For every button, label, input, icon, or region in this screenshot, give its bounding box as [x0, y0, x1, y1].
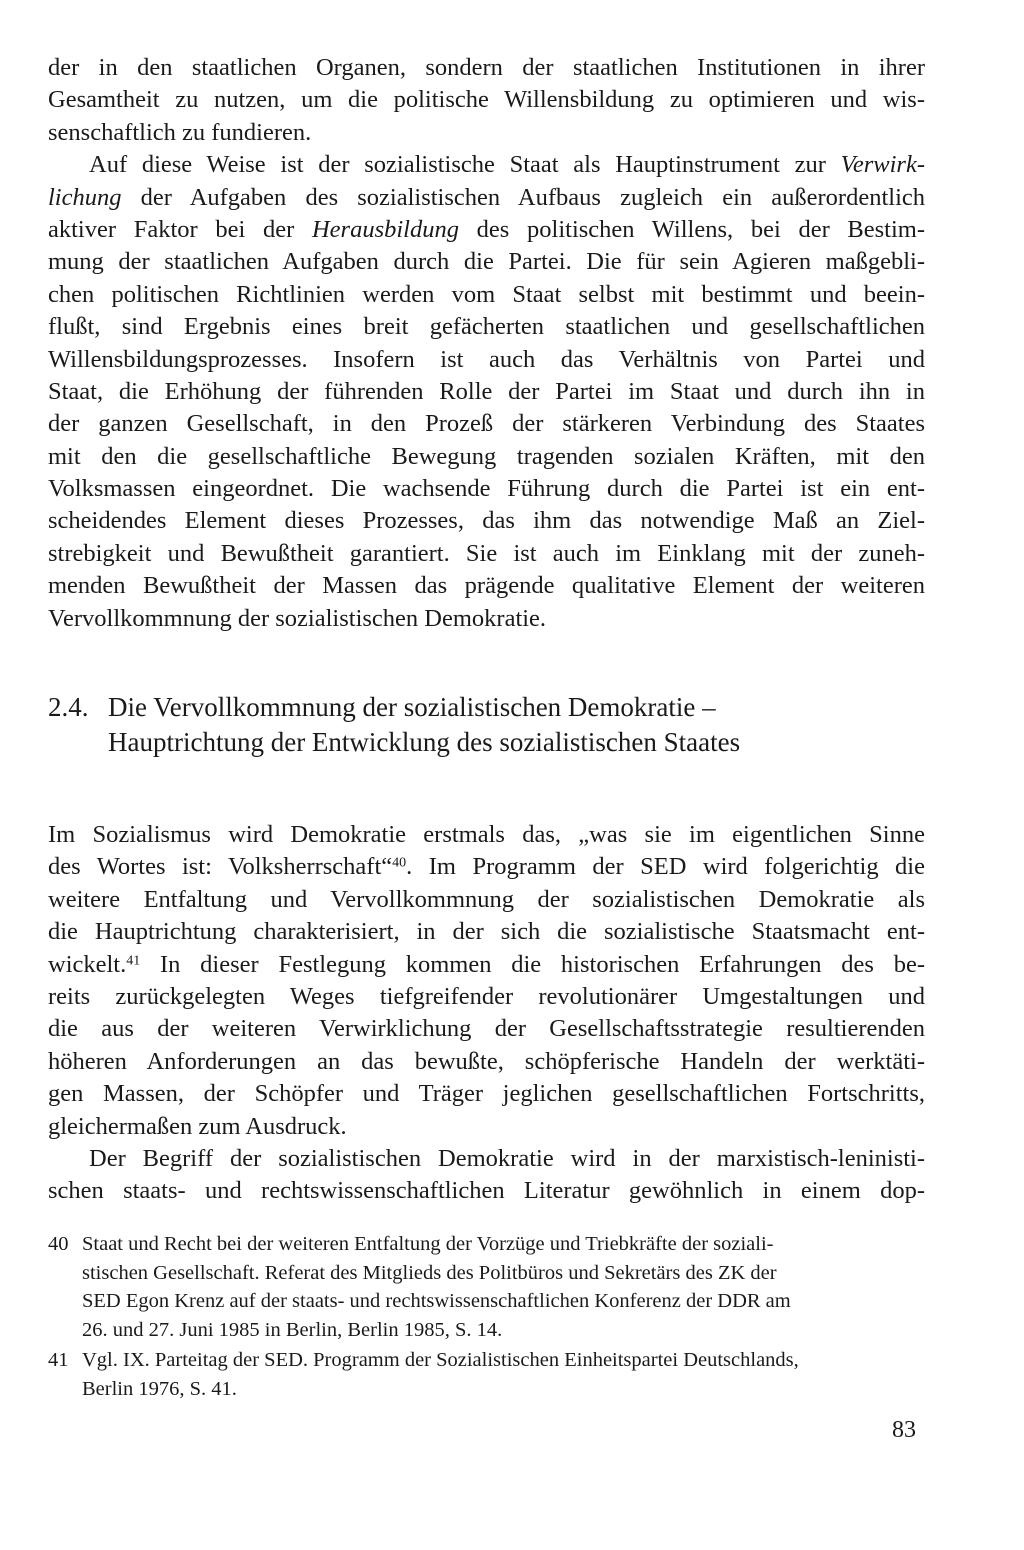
text-line: Willensbildungsprozesses. Insofern ist auch das Verhältnis von Partei und	[48, 345, 925, 373]
footnote-ref-41[interactable]: 41	[126, 952, 141, 968]
text-line: der ganzen Gesellschaft, in den Prozeß der stärkeren Verbindung des Staates	[48, 410, 925, 438]
section-number: 2.4.	[48, 692, 89, 722]
text-line: flußt, sind Ergebnis eines breit gefächerten staatlichen und gesellschaftlichen	[48, 313, 925, 341]
footnote-number: 41	[48, 1349, 69, 1371]
text-line: mit den die gesellschaftliche Bewegung tragenden sozialen Kräften, mit den	[48, 442, 925, 470]
text-line: senschaftlich zu fundieren.	[48, 118, 312, 146]
text-line: Der Begriff der sozialistischen Demokratie wird in der marxistisch-leninisti-	[89, 1144, 925, 1172]
text-line: weitere Entfaltung und Vervollkommnung der sozialistischen Demokratie als	[48, 885, 925, 913]
footnote-41	[48, 1346, 925, 1403]
body-text-section	[48, 819, 925, 1208]
footnotes	[48, 1230, 925, 1405]
footnote-body	[78, 1346, 925, 1403]
text-line: chen politischen Richtlinien werden vom Staat selbst mit bestimmt und beein-	[48, 280, 925, 308]
paragraph-democracy	[48, 819, 925, 1143]
text-line: lichung der Aufgaben des sozialistischen Aufbaus zugleich ein außerordentlich	[48, 183, 925, 211]
body-text-top	[48, 52, 925, 635]
text-line: menden Bewußtheit der Massen das prägende qualitative Element der weiteren	[48, 572, 925, 600]
footnote-number: 40	[48, 1233, 69, 1255]
page-number: 83	[892, 1417, 916, 1443]
footnote-body	[78, 1230, 925, 1344]
footnote-line: SED Egon Krenz auf der staats- und rechtswissenschaftlichen Konferenz der DDR am	[82, 1290, 791, 1312]
footnote-line: Vgl. IX. Parteitag der SED. Programm der Sozialistischen Einheitspartei Deutschlands,	[82, 1349, 799, 1371]
text-line: Staat, die Erhöhung der führenden Rolle der Partei im Staat und durch ihn in	[48, 377, 925, 405]
text-line: wickelt.$^{41}$ In dieser Festlegung kommen die historischen Erfahrungen des be-	[48, 950, 925, 978]
footnote-line: stischen Gesellschaft. Referat des Mitglieds des Politbüros und Sekretärs des ZK der	[82, 1261, 777, 1284]
text-line: schen staats- und rechtswissenschaftlichen Literatur gewöhnlich in einem dop-	[48, 1177, 925, 1205]
text-line: Volksmassen eingeordnet. Die wachsende Führung durch die Partei ist ein ent-	[48, 475, 925, 503]
section-title-line-2: Hauptrichtung der Entwicklung des sozialistischen Staates	[108, 727, 741, 757]
text-line: die aus der weiteren Verwirklichung der Gesellschaftsstrategie resultierenden	[48, 1015, 925, 1043]
paragraph-continuation	[48, 52, 925, 149]
paragraph-state-instrument	[48, 149, 925, 635]
text-line: des Wortes ist: Volksherrschaft“$^{40}$. Im Programm der SED wird folgerichtig die	[48, 853, 925, 881]
text-line: reits zurückgelegten Weges tiefgreifender revolutionärer Umgestaltungen und	[48, 982, 925, 1010]
text-line: mung der staatlichen Aufgaben durch die Partei. Die für sein Agieren maßgebli-	[48, 248, 925, 276]
section-heading	[48, 690, 908, 760]
text-line: gen Massen, der Schöpfer und Träger jeglichen gesellschaftlichen Fortschritts,	[48, 1080, 925, 1108]
text-line: Gesamtheit zu nutzen, um die politische Willensbildung zu optimieren und wis-	[48, 86, 925, 114]
text-line: strebigkeit und Bewußtheit garantiert. Sie ist auch im Einklang mit der zuneh-	[48, 539, 925, 567]
text-line: Im Sozialismus wird Demokratie erstmals das, „was sie im eigentlichen Sinne	[48, 821, 925, 848]
text-line: scheidendes Element dieses Prozesses, das ihm das notwendige Maß an Ziel-	[48, 507, 925, 535]
paragraph-concept	[48, 1143, 925, 1208]
text-line: Auf diese Weise ist der sozialistische Staat als Hauptinstrument zur Verwirk-	[89, 151, 925, 179]
text-line: höheren Anforderungen an das bewußte, schöpferische Handeln der werktäti-	[48, 1047, 925, 1075]
footnote-line: Staat und Recht bei der weiteren Entfaltung der Vorzüge und Triebkräfte der soziali-	[82, 1233, 774, 1255]
text-line: aktiver Faktor bei der Herausbildung des politischen Willens, bei der Bestim-	[48, 215, 926, 243]
footnote-ref-40[interactable]: 40	[392, 855, 407, 871]
footnote-40	[48, 1230, 925, 1344]
text-line: die Hauptrichtung charakterisiert, in der sich die sozialistische Staatsmacht ent-	[48, 918, 925, 946]
footnote-line: Berlin 1976, S. 41.	[82, 1377, 237, 1400]
text-line: gleichermaßen zum Ausdruck.	[48, 1112, 347, 1140]
text-line: der in den staatlichen Organen, sondern der staatlichen Institutionen in ihrer	[48, 54, 925, 81]
footnote-line: 26. und 27. Juni 1985 in Berlin, Berlin 1985, S. 14.	[82, 1318, 503, 1341]
section-title-line-1: Die Vervollkommnung der sozialistischen Demokratie –	[108, 692, 716, 722]
text-line: Vervollkommnung der sozialistischen Demokratie.	[48, 604, 547, 632]
